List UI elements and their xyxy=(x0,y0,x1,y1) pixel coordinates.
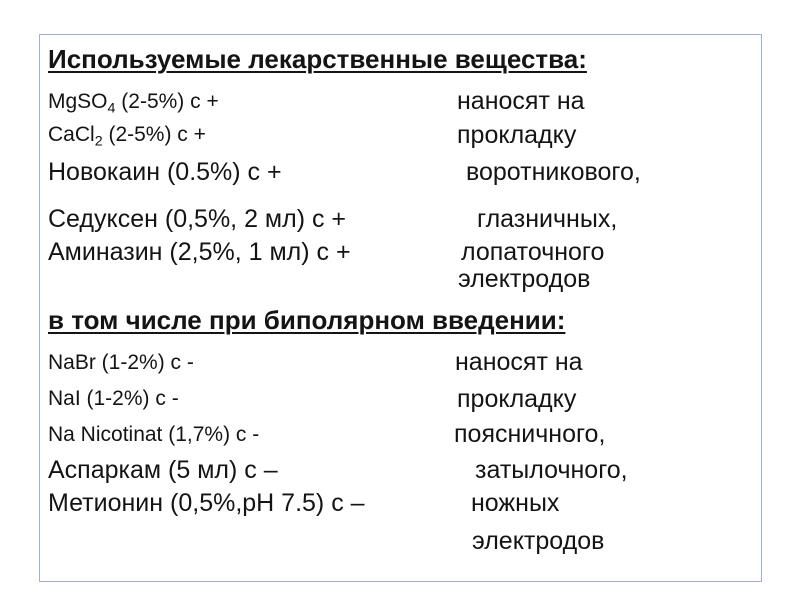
cacl2-concentration: (2-5%) с + xyxy=(102,123,206,146)
mgso4-concentration: (2-5%) с + xyxy=(115,90,219,113)
drug-mgso4 xyxy=(48,90,219,117)
bipolar-application-line-5: ножных xyxy=(471,489,560,517)
application-line-2: прокладку xyxy=(457,121,577,149)
cacl2-formula: CaCl xyxy=(48,123,95,146)
bipolar-application-line-6: электродов xyxy=(472,527,605,555)
mgso4-subscript: 4 xyxy=(107,100,116,117)
drug-cacl2 xyxy=(48,123,206,150)
application-line-3: воротникового, xyxy=(466,158,641,186)
application-line-1: наносят на xyxy=(457,87,585,115)
drug-asparkam: Аспаркам (5 мл) с – xyxy=(48,456,278,484)
bipolar-application-line-2: прокладку xyxy=(457,385,577,413)
drug-methionine: Метионин (0,5%,pH 7.5) с – xyxy=(48,489,365,517)
drug-na-nicotinat: Na Nicotinat (1,7%) с - xyxy=(48,423,260,446)
application-line-4: глазничных, xyxy=(477,205,618,233)
bipolar-application-line-1: наносят на xyxy=(455,348,583,376)
bipolar-application-line-4: затылочного, xyxy=(475,456,628,484)
cacl2-subscript: 2 xyxy=(94,133,103,150)
bipolar-application-line-3: поясничного, xyxy=(454,420,606,448)
drug-nai: NaI (1-2%) с - xyxy=(48,387,179,410)
drug-aminazine: Аминазин (2,5%, 1 мл) с + xyxy=(48,238,351,266)
mgso4-formula: MgSO xyxy=(48,90,108,113)
drug-nabr: NaBr (1-2%) с - xyxy=(48,351,194,374)
application-line-5: лопаточного xyxy=(461,238,605,266)
heading-drugs-used: Используемые лекарственные вещества: xyxy=(48,44,587,74)
application-line-6: электродов xyxy=(458,265,591,293)
heading-bipolar: в том числе при биполярном введении: xyxy=(48,305,566,335)
drug-novocaine: Новокаин (0.5%) с + xyxy=(48,158,282,186)
drug-seduxen: Седуксен (0,5%, 2 мл) с + xyxy=(48,205,347,233)
